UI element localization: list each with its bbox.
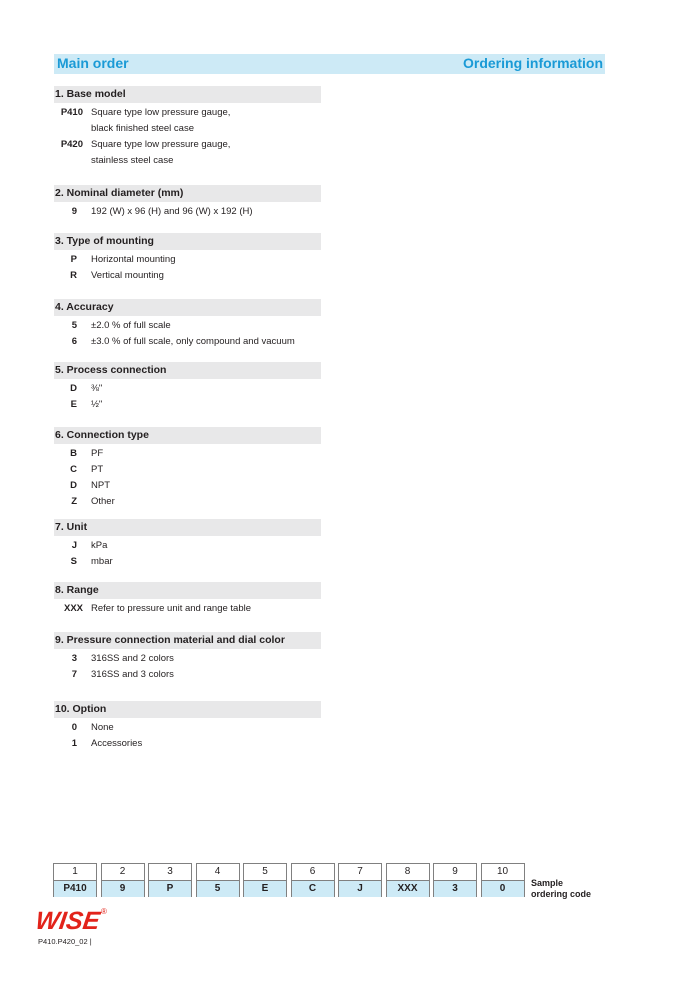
main-order-title: Main order [57, 55, 129, 71]
section-4 [54, 299, 321, 350]
option-description-line: 316SS and 3 colors [91, 669, 174, 680]
option-description-line: 192 (W) x 96 (H) and 96 (W) x 192 (H) [91, 206, 253, 217]
option-list [54, 538, 321, 570]
option-description [77, 446, 103, 462]
option-description [77, 252, 176, 268]
order-code-cell-7 [338, 863, 382, 897]
option-item [54, 252, 321, 268]
order-code-cell-9 [433, 863, 477, 897]
option-description-line: stainless steel case [91, 155, 174, 166]
document-code [38, 937, 92, 946]
option-item [54, 667, 321, 683]
option-description [77, 268, 164, 284]
option-item [54, 736, 321, 752]
order-code-value: E [244, 881, 286, 897]
option-list [54, 381, 321, 413]
page-separator: | [89, 937, 92, 946]
option-list [54, 651, 321, 683]
order-code-value: 5 [197, 881, 239, 897]
option-description-line: Refer to pressure unit and range table [91, 603, 252, 614]
option-description-line: Horizontal mounting [91, 254, 176, 265]
order-code-cell-1 [53, 863, 97, 897]
registered-mark: ® [101, 907, 107, 916]
option-code: XXX [63, 603, 83, 614]
order-code-value: C [292, 881, 334, 897]
option-code: P [70, 254, 77, 265]
option-description [77, 494, 115, 510]
order-position-number: 5 [244, 864, 286, 881]
order-code-value: 9 [102, 881, 144, 897]
option-item [54, 601, 321, 617]
order-position-number: 10 [482, 864, 524, 881]
section-6 [54, 427, 321, 510]
option-item [54, 478, 321, 494]
section-title: 10. Option [54, 701, 321, 718]
option-item [54, 462, 321, 478]
option-code: 3 [71, 653, 77, 664]
option-item [54, 204, 321, 220]
order-code-value: P [149, 881, 191, 897]
option-description [77, 381, 102, 397]
option-description-line: Vertical mounting [91, 270, 164, 281]
option-description-line: mbar [91, 556, 113, 567]
option-description-line: PT [91, 464, 104, 475]
wise-logo-mark [37, 905, 109, 933]
option-description [77, 554, 113, 570]
option-item [54, 334, 321, 350]
option-code: P420 [60, 139, 83, 150]
option-code: C [70, 464, 77, 475]
order-code-value: J [339, 881, 381, 897]
option-description [77, 720, 114, 736]
option-description-line: ±3.0 % of full scale, only compound and vacuum [91, 336, 295, 347]
wise-logo-text: WISE [37, 907, 102, 933]
option-description [77, 462, 103, 478]
option-item [54, 137, 321, 169]
option-code: D [70, 480, 77, 491]
order-position-number: 4 [197, 864, 239, 881]
option-code: Z [71, 496, 77, 507]
order-code-cell-3 [148, 863, 192, 897]
option-description-line: NPT [91, 480, 110, 491]
sample-label-line2: ordering code [531, 889, 592, 899]
option-list [54, 446, 321, 510]
sample-ordering-code-label [531, 878, 591, 900]
order-position-number: 7 [339, 864, 381, 881]
option-list [54, 252, 321, 284]
sample-label-line1: Sample [531, 878, 564, 888]
order-position-number: 8 [387, 864, 429, 881]
order-code-cell-5 [243, 863, 287, 897]
order-code-cell-10 [481, 863, 525, 897]
option-description-line: Square type low pressure gauge, [91, 139, 231, 150]
option-description [77, 204, 253, 220]
option-code: P410 [60, 107, 83, 118]
section-5 [54, 362, 321, 413]
section-title: 5. Process connection [54, 362, 321, 379]
option-description [77, 318, 171, 334]
wise-logo [37, 905, 109, 938]
option-description-line: Accessories [91, 738, 143, 749]
section-title: 1. Base model [54, 86, 321, 103]
option-item [54, 494, 321, 510]
section-title: 9. Pressure connection material and dial color [54, 632, 321, 649]
option-description-line: Other [91, 496, 115, 507]
option-list [54, 318, 321, 350]
order-code-cell-6 [291, 863, 335, 897]
section-1 [54, 86, 321, 169]
option-code: 1 [71, 738, 77, 749]
section-7 [54, 519, 321, 570]
section-title: 6. Connection type [54, 427, 321, 444]
section-title: 3. Type of mounting [54, 233, 321, 250]
option-code: B [70, 448, 77, 459]
option-code: 0 [71, 722, 77, 733]
option-description [77, 397, 102, 413]
option-item [54, 446, 321, 462]
option-description [83, 137, 230, 169]
option-item [54, 720, 321, 736]
option-item [54, 381, 321, 397]
order-position-number: 9 [434, 864, 476, 881]
option-description-line: black finished steel case [91, 123, 194, 134]
section-title: 7. Unit [54, 519, 321, 536]
option-description-line: None [91, 722, 114, 733]
option-code: S [70, 556, 77, 567]
option-code: 7 [71, 669, 77, 680]
option-description [77, 538, 107, 554]
section-10 [54, 701, 321, 752]
section-3 [54, 233, 321, 284]
option-item [54, 397, 321, 413]
option-code: R [70, 270, 77, 281]
option-description [83, 105, 230, 137]
option-code: J [71, 540, 77, 551]
option-item [54, 538, 321, 554]
option-code: 6 [71, 336, 77, 347]
order-code-value: 3 [434, 881, 476, 897]
option-list [54, 720, 321, 752]
option-description [77, 334, 295, 350]
section-title: 8. Range [54, 582, 321, 599]
option-item [54, 268, 321, 284]
document-code-text: P410.P420_02 [38, 937, 88, 946]
section-title: 4. Accuracy [54, 299, 321, 316]
option-description [77, 478, 110, 494]
option-code: D [70, 383, 77, 394]
ordering-information-title: Ordering information [463, 55, 603, 71]
option-description-line: 316SS and 2 colors [91, 653, 174, 664]
header-bar [54, 54, 605, 74]
option-list [54, 105, 321, 169]
order-position-number: 1 [54, 864, 96, 881]
option-description-line: ½" [91, 399, 103, 410]
option-description [83, 601, 251, 617]
option-code: 5 [71, 320, 77, 331]
option-item [54, 318, 321, 334]
section-2 [54, 185, 321, 220]
option-item [54, 554, 321, 570]
order-code-cell-2 [101, 863, 145, 897]
option-description-line: PF [91, 448, 104, 459]
order-position-number: 6 [292, 864, 334, 881]
option-item [54, 105, 321, 137]
option-description-line: ±2.0 % of full scale [91, 320, 171, 331]
option-item [54, 651, 321, 667]
order-code-cell-8 [386, 863, 430, 897]
order-code-value: 0 [482, 881, 524, 897]
order-position-number: 3 [149, 864, 191, 881]
section-8 [54, 582, 321, 617]
option-code: E [70, 399, 77, 410]
option-list [54, 601, 321, 617]
option-description [77, 667, 174, 683]
option-description-line: kPa [91, 540, 108, 551]
option-description [77, 651, 174, 667]
order-code-cell-4 [196, 863, 240, 897]
option-description [77, 736, 142, 752]
section-9 [54, 632, 321, 683]
option-description-line: Square type low pressure gauge, [91, 107, 231, 118]
section-title: 2. Nominal diameter (mm) [54, 185, 321, 202]
option-code: 9 [71, 206, 77, 217]
order-code-value: P410 [54, 881, 96, 897]
order-position-number: 2 [102, 864, 144, 881]
option-description-line: ⅜" [91, 383, 103, 394]
order-code-value: XXX [387, 881, 429, 897]
option-list [54, 204, 321, 220]
